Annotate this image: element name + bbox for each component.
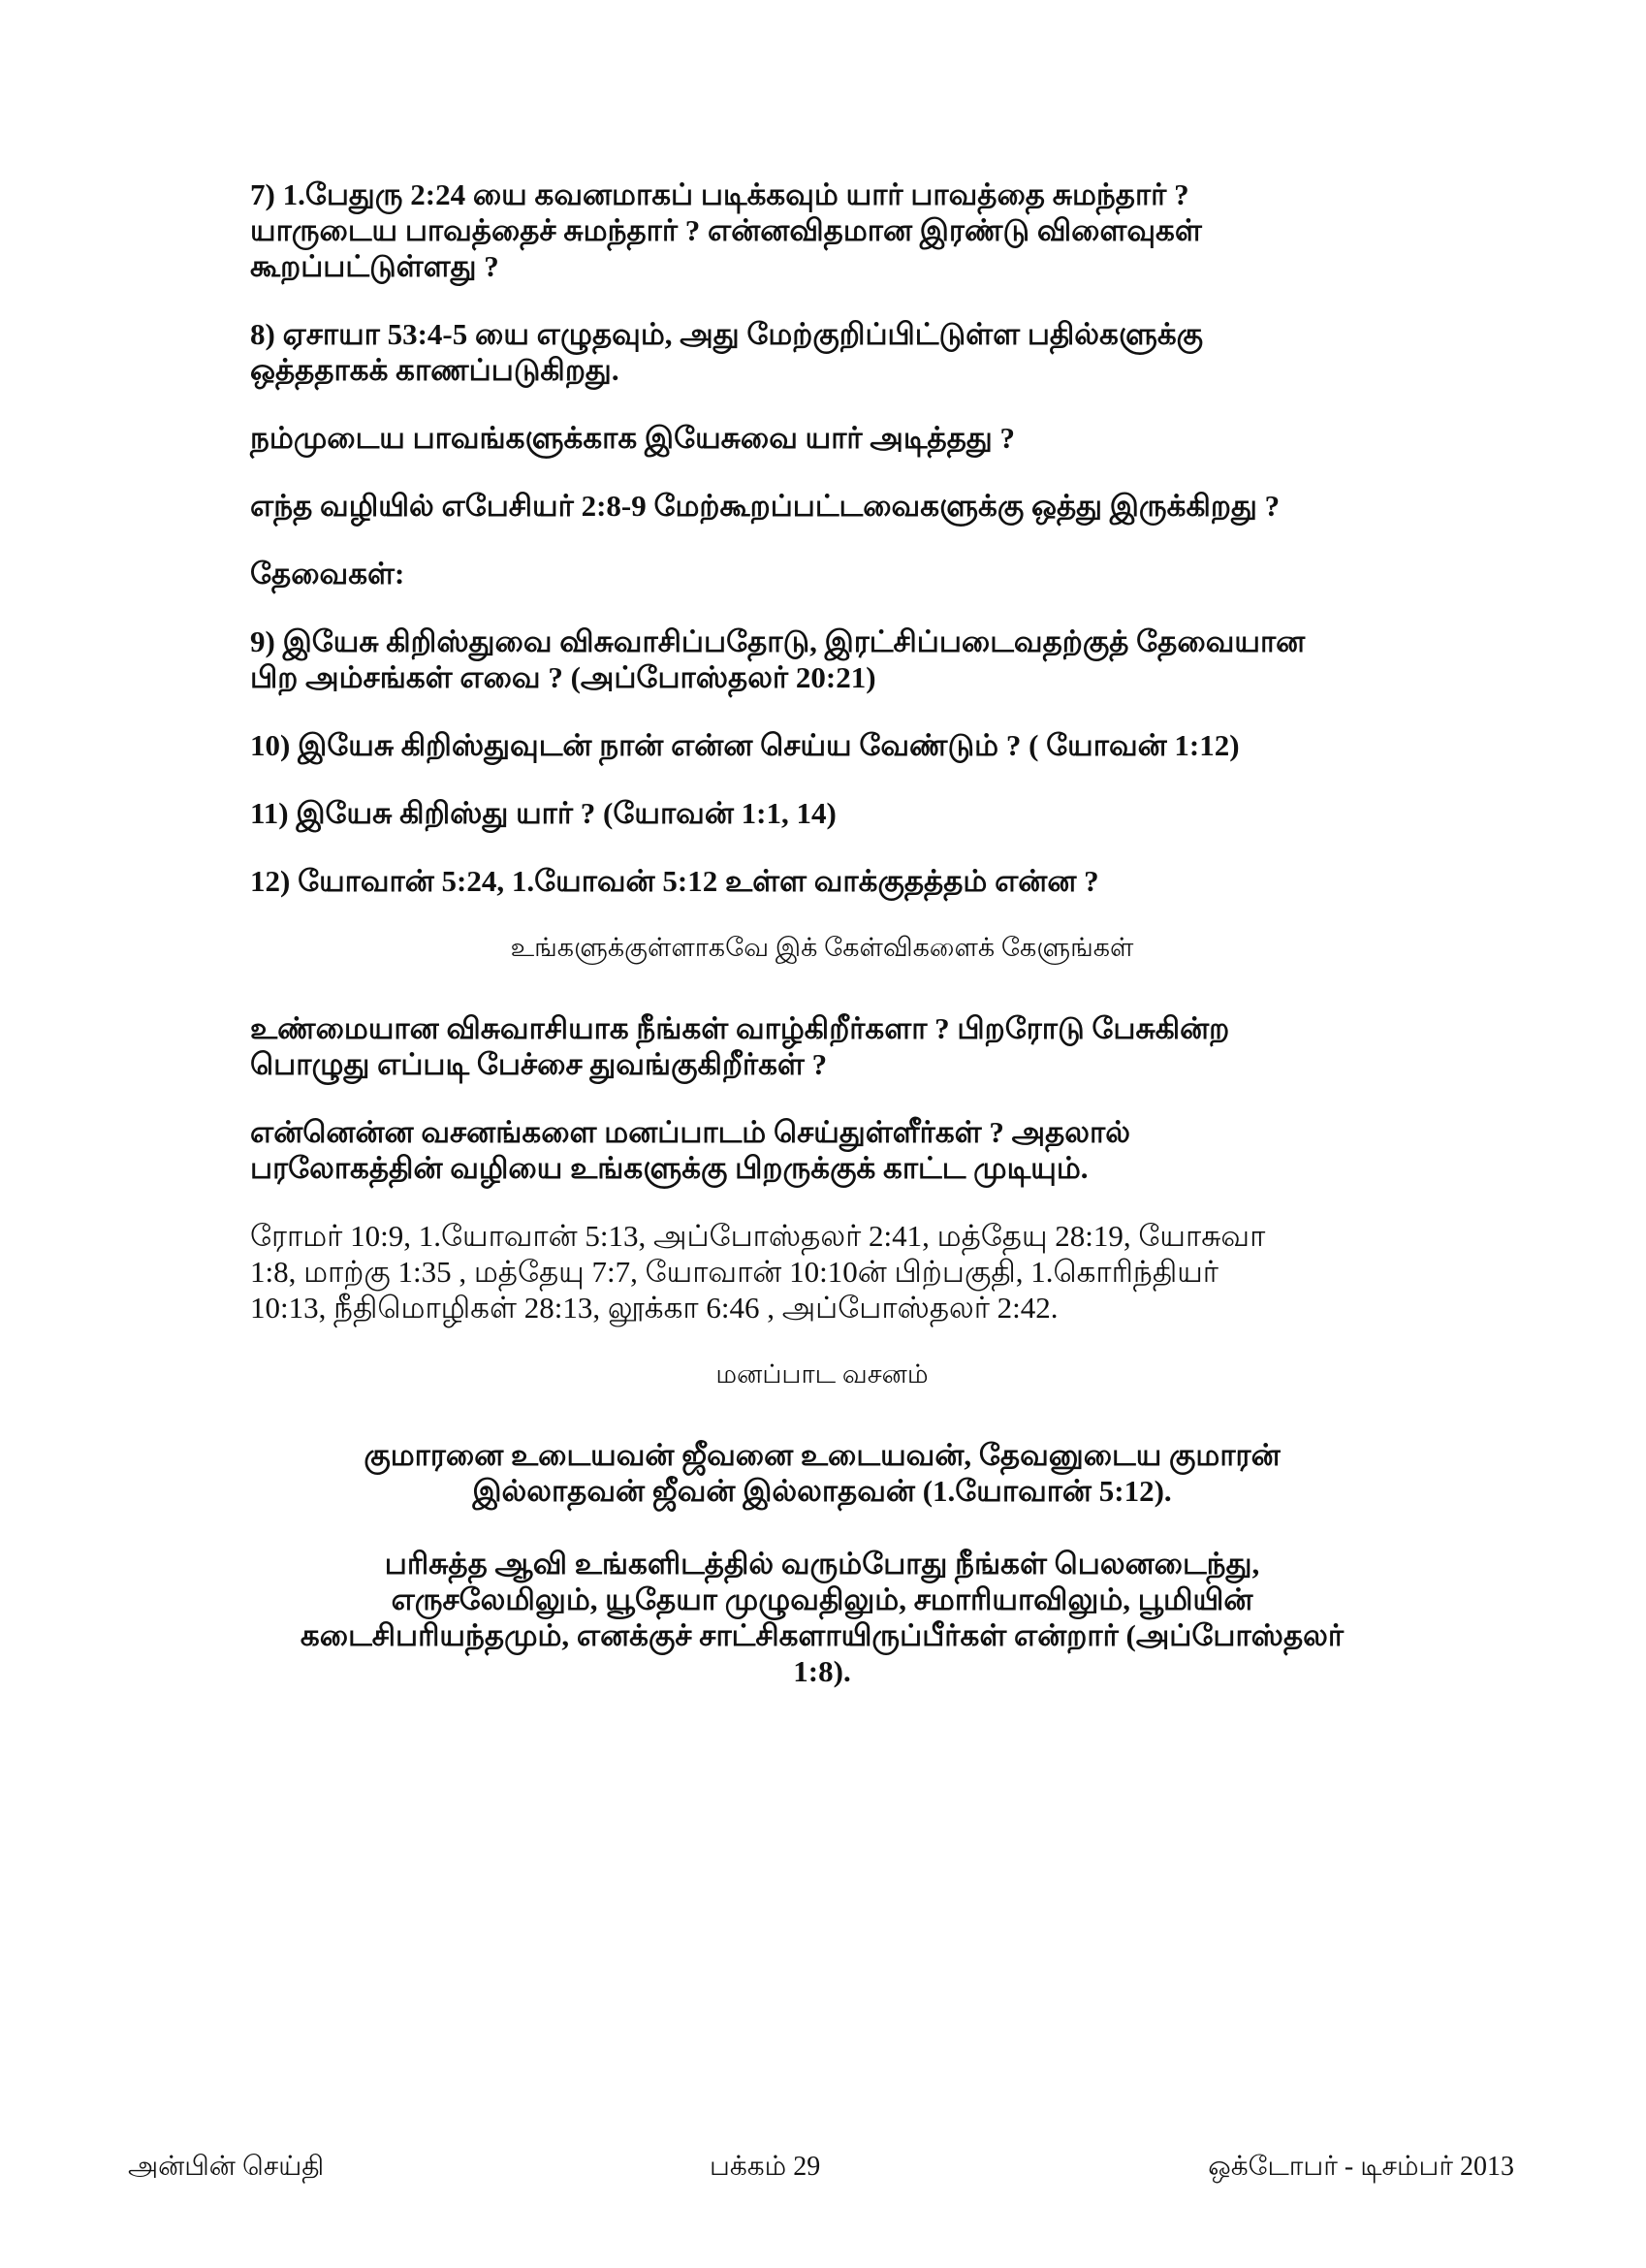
question-9	[250, 623, 1394, 695]
scripture-references	[250, 1218, 1394, 1326]
self-check-p1-line-1: உண்மையான விசுவாசியாக நீங்கள் வாழ்கிறீர்களா ? பிறரோடு பேசுகின்ற	[250, 1011, 1230, 1045]
question-7-line-2: யாருடைய பாவத்தைச் சுமந்தார் ? என்னவிதமான இரண்டு விளைவுகள்	[250, 213, 1202, 247]
question-7-line-1: 7) 1.பேதுரு 2:24 யை கவனமாகப் படிக்கவும் யார் பாவத்தை சுமந்தார் ?	[250, 177, 1189, 211]
question-8a: நம்முடைய பாவங்களுக்காக இயேசுவை யார் அடித்தது ?	[250, 421, 1016, 455]
question-10: 10) இயேசு கிறிஸ்துவுடன் நான் என்ன செய்ய வேண்டும் ? ( யோவன் 1:12)	[250, 728, 1240, 762]
question-7	[250, 176, 1394, 284]
page-footer	[128, 2148, 1514, 2187]
question-9-line-1: 9) இயேசு கிறிஸ்துவை விசுவாசிப்பதோடு, இரட்சிப்படைவதற்குத் தேவையான	[250, 624, 1306, 658]
question-7-line-3: கூறப்பட்டுள்ளது ?	[250, 249, 499, 283]
self-check-p2-line-1: என்னென்ன வசனங்களை மனப்பாடம் செய்துள்ளீர்கள் ? அதலால்	[250, 1115, 1130, 1149]
memory-verse-2-line-2: எருசலேமிலும், யூதேயா முழுவதிலும், சமாரியாவிலும், பூமியின்	[391, 1582, 1253, 1616]
self-check-paragraph-2	[250, 1114, 1394, 1186]
self-check-p2-line-2: பரலோகத்தின் வழியை உங்களுக்கு பிறருக்குக் காட்ட முடியும்.	[250, 1151, 1089, 1185]
question-11: 11) இயேசு கிறிஸ்து யார் ? (யோவன் 1:1, 14)	[250, 796, 837, 830]
memory-verse-2-line-3: கடைசிபரியந்தமும், எனக்குச் சாட்சிகளாயிருப்பீர்கள் என்றார் (அப்போஸ்தலர்	[300, 1618, 1345, 1652]
scripture-references-line-3: 10:13, நீதிமொழிகள் 28:13, லூக்கா 6:46 , அப்போஸ்தலர் 2:42.	[250, 1291, 1059, 1325]
scripture-references-line-2: 1:8, மாற்கு 1:35 , மத்தேயு 7:7, யோவான் 10:10ன் பிற்பகுதி, 1.கொரிந்தியர்	[250, 1255, 1219, 1289]
self-check-p1-line-2: பொழுது எப்படி பேச்சை துவங்குகிறீர்கள் ?	[250, 1047, 828, 1081]
memory-verse-1	[250, 1437, 1394, 1509]
memory-verse-1-line-1: குமாரனை உடையவன் ஜீவனை உடையவன், தேவனுடைய குமாரன்	[364, 1438, 1281, 1472]
question-12: 12) யோவான் 5:24, 1.யோவன் 5:12 உள்ள வாக்குதத்தம் என்ன ?	[250, 864, 1099, 898]
question-8-line-2: ஒத்ததாகக் காணப்படுகிறது.	[250, 353, 619, 387]
question-8b: எந்த வழியில் எபேசியர் 2:8-9 மேற்கூறப்பட்டவைகளுக்கு ஒத்து இருக்கிறது ?	[250, 489, 1281, 523]
memory-verse-2	[250, 1546, 1394, 1689]
footer-page-number: பக்கம் 29	[710, 2152, 821, 2182]
question-8	[250, 316, 1394, 388]
memory-verse-1-line-2: இல்லாதவன் ஜீவன் இல்லாதவன் (1.யோவான் 5:12).	[472, 1474, 1172, 1508]
page-content	[250, 176, 1394, 1726]
scripture-references-line-1: ரோமர் 10:9, 1.யோவான் 5:13, அப்போஸ்தலர் 2:41, மத்தேயு 28:19, யோசுவா	[250, 1219, 1266, 1253]
memory-verse-2-line-1: பரிசுத்த ஆவி உங்களிடத்தில் வரும்போது நீங்கள் பெலனடைந்து,	[384, 1547, 1260, 1581]
footer-issue-date: ஒக்டோபர் - டிசம்பர் 2013	[1208, 2152, 1514, 2182]
question-9-line-2: பிற அம்சங்கள் எவை ? (அப்போஸ்தலர் 20:21)	[250, 660, 876, 694]
needs-heading: தேவைகள்:	[250, 557, 405, 591]
memory-verse-heading: மனப்பாட வசனம்	[715, 1359, 929, 1389]
question-8-line-1: 8) ஏசாயா 53:4-5 யை எழுதவும், அது மேற்குறிப்பிட்டுள்ள பதில்களுக்கு	[250, 317, 1204, 351]
footer-publication-name: அன்பின் செய்தி	[128, 2152, 325, 2182]
self-check-paragraph-1	[250, 1010, 1394, 1082]
memory-verse-2-line-4: 1:8).	[793, 1654, 851, 1688]
self-check-heading: உங்களுக்குள்ளாகவே இக் கேள்விகளைக் கேளுங்கள்	[510, 933, 1134, 962]
